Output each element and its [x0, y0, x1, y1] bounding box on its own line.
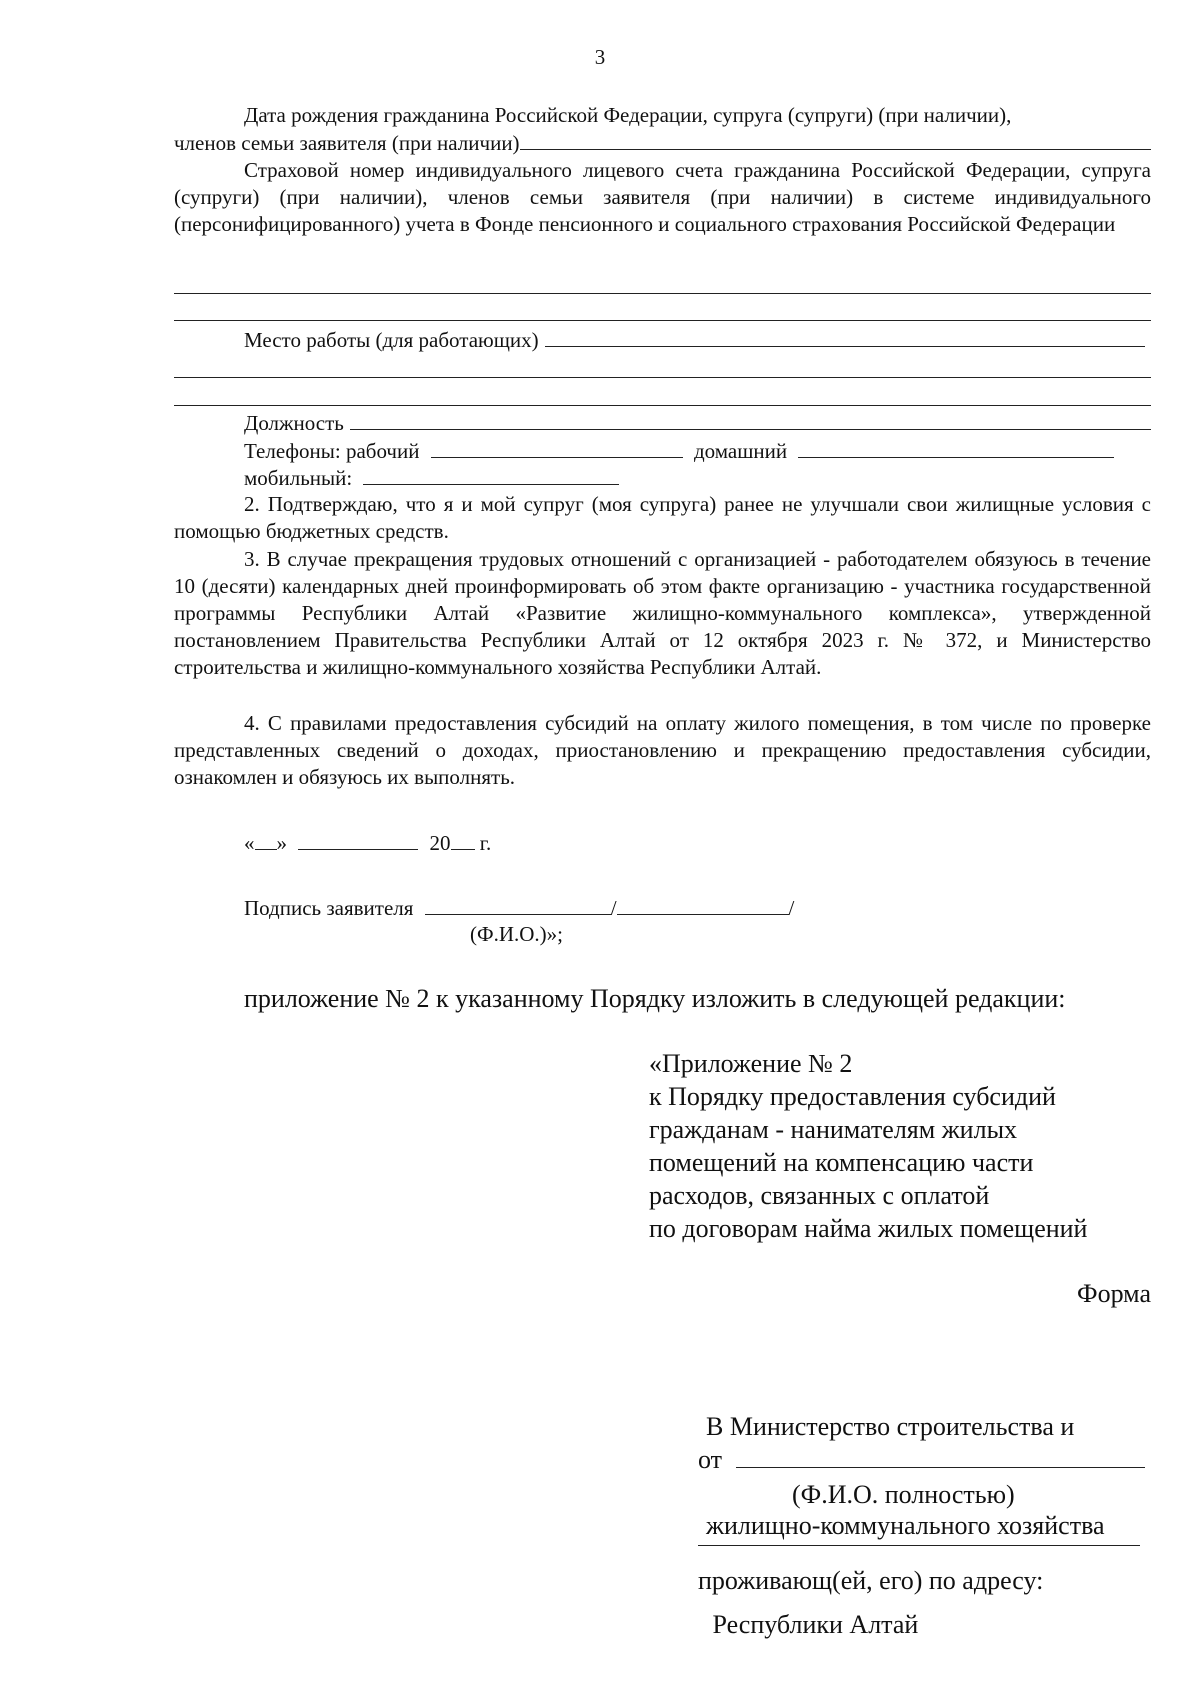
phones-row — [244, 437, 1151, 465]
from-row — [698, 1443, 1145, 1476]
paragraph-3: 3. В случае прекращения трудовых отношений с организацией - работодателем обязуюсь в течение 10 (десяти) календарных дней проинформировать об этом факте организацию - участника государственной программы Республики Алтай «Развитие жилищно-коммунального комплекса», утвержденной постановлением Правительства Республики Алтай от 12 октября 2023 г. № 372, и Министерство строительства и жилищно-коммунального хозяйства Республики Алтай. — [174, 547, 1151, 679]
mobile-phone-field[interactable] — [363, 464, 619, 485]
snils-paragraph: Страховой номер индивидуального лицевого счета гражданина Российской Федерации, супруга (супруги) (при наличии), членов семьи заявителя (при наличии) в системе индивидуального (персонифицированного) учета в Фонде пенсионного и социального страхования Российской Федерации — [174, 158, 1151, 236]
from-label: от — [698, 1445, 723, 1474]
year-field[interactable] — [451, 829, 475, 850]
birth-date-line2: членов семьи заявителя (при наличии) — [174, 131, 520, 155]
month-field[interactable] — [298, 829, 418, 850]
signature-slash-2: / — [788, 896, 795, 920]
fio-full-caption: (Ф.И.О. полностью) — [792, 1480, 1015, 1509]
snils-field-line2[interactable] — [174, 320, 1151, 321]
year-prefix: 20 — [429, 831, 451, 855]
signature-field[interactable] — [425, 894, 611, 915]
appendix-line: по договорам найма жилых помещений — [649, 1214, 1088, 1243]
birth-date-row — [174, 129, 1151, 157]
appendix-line: гражданам - нанимателям жилых — [649, 1115, 1018, 1144]
signature-fio-field[interactable] — [617, 894, 789, 915]
workplace-row — [244, 326, 1145, 354]
residing-label: проживающ(ей, его) по адресу: — [698, 1566, 1044, 1595]
workplace-field-line3[interactable] — [174, 405, 1151, 406]
date-close-quote: » — [276, 831, 287, 855]
appendix-header — [649, 1047, 1087, 1245]
signature-fio-caption: (Ф.И.О.)»; — [470, 922, 563, 946]
work-phone-label: Телефоны: рабочий — [244, 439, 420, 463]
mobile-row — [244, 464, 619, 492]
signature-row — [244, 894, 794, 922]
birth-date-field[interactable] — [520, 129, 1151, 150]
appendix-line: к Порядку предоставления субсидий — [649, 1082, 1056, 1111]
addressee-field-line[interactable] — [698, 1545, 1140, 1546]
appendix-line: «Приложение № 2 — [649, 1049, 853, 1078]
workplace-field[interactable] — [545, 326, 1145, 347]
position-field[interactable] — [350, 409, 1151, 430]
date-open-quote: « — [244, 831, 255, 855]
home-phone-label: домашний — [693, 439, 788, 463]
signature-slash-1: / — [610, 896, 617, 920]
day-field[interactable] — [255, 829, 277, 850]
paragraph-4: 4. С правилами предоставления субсидий на оплату жилого помещения, в том числе по проверке представленных сведений о доходах, приостановлению и прекращению предоставления субсидии, ознакомлен и обязуюсь их выполнять. — [174, 711, 1151, 789]
amendment-text: приложение № 2 к указанному Порядку изложить в следующей редакции: — [244, 984, 1066, 1013]
position-row — [244, 409, 1151, 437]
workplace-label: Место работы (для работающих) — [244, 328, 539, 352]
home-phone-field[interactable] — [798, 437, 1114, 458]
form-label: Форма — [1077, 1279, 1151, 1308]
mobile-phone-label: мобильный: — [244, 466, 353, 490]
date-line — [244, 829, 491, 857]
appendix-line: помещений на компенсацию части — [649, 1148, 1034, 1177]
addressee-line: Республики Алтай — [706, 1610, 919, 1639]
workplace-field-line2[interactable] — [174, 377, 1151, 378]
year-suffix: г. — [479, 831, 492, 855]
page-number: 3 — [594, 45, 606, 69]
snils-field-line1[interactable] — [174, 293, 1151, 294]
addressee-line: жилищно-коммунального хозяйства — [706, 1511, 1105, 1540]
paragraph-2: 2. Подтверждаю, что я и мой супруг (моя супруга) ранее не улучшали свои жилищные условия с помощью бюджетных средств. — [174, 492, 1151, 543]
addressee-line: В Министерство строительства и — [706, 1412, 1075, 1441]
from-fio-field[interactable] — [736, 1443, 1145, 1468]
birth-date-line1: Дата рождения гражданина Российской Федерации, супруга (супруги) (при наличии), — [244, 103, 1012, 127]
signature-label: Подпись заявителя — [244, 896, 414, 920]
position-label: Должность — [244, 411, 344, 435]
work-phone-field[interactable] — [431, 437, 683, 458]
appendix-line: расходов, связанных с оплатой — [649, 1181, 990, 1210]
